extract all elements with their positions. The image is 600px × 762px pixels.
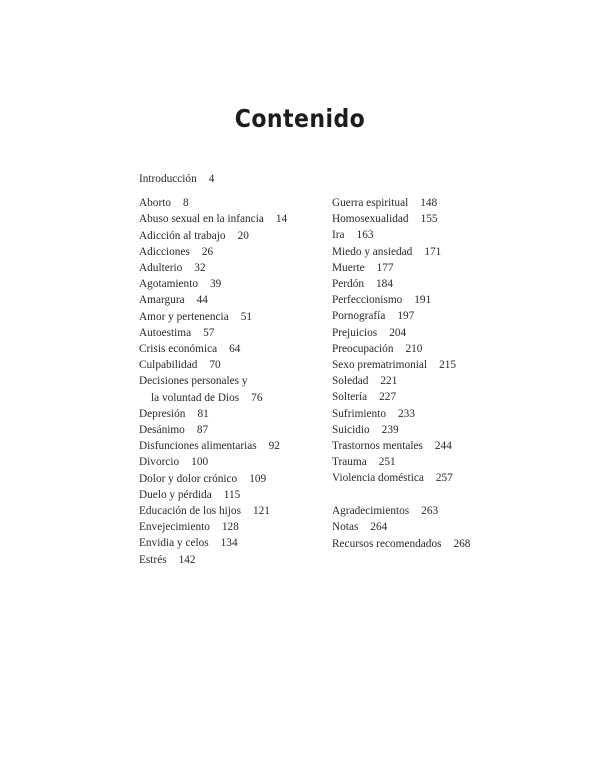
toc-left-column: [139, 171, 287, 568]
entry-label: Desánimo: [139, 424, 185, 437]
entry-label-continued: la voluntad de Dios: [151, 391, 240, 404]
entry-page: 57: [203, 326, 215, 339]
toc-entry[interactable]: [139, 309, 287, 325]
entry-page: 44: [196, 294, 208, 307]
entry-page: 239: [381, 423, 399, 436]
entry-label: Educación de los hijos: [139, 505, 241, 518]
entry-page: 70: [209, 359, 221, 372]
toc-entry[interactable]: [332, 357, 470, 373]
entry-label: Divorcio: [139, 456, 180, 469]
entry-page: 4: [208, 173, 215, 185]
toc-entry[interactable]: [139, 276, 287, 292]
entry-label: Adicción al trabajo: [139, 229, 226, 242]
entry-label: Miedo y ansiedad: [332, 245, 413, 258]
toc-entry[interactable]: [332, 244, 470, 260]
entry-page: 197: [397, 310, 415, 323]
toc-entry[interactable]: [139, 406, 287, 422]
entry-label: Abuso sexual en la infancia: [139, 213, 264, 226]
toc-entry[interactable]: [332, 454, 470, 470]
entry-page: 76: [251, 391, 263, 404]
entry-page: 142: [178, 553, 196, 566]
entry-label: Perfeccionismo: [332, 294, 403, 307]
toc-entry[interactable]: [332, 341, 470, 357]
entry-page: 155: [420, 213, 438, 226]
entry-page: 92: [268, 440, 280, 453]
entry-page: 257: [435, 472, 453, 485]
toc-entry[interactable]: [139, 438, 287, 454]
entry-page: 32: [194, 262, 206, 275]
toc-entry[interactable]: [332, 227, 470, 243]
toc-entry[interactable]: [332, 503, 470, 519]
toc-entry[interactable]: [139, 503, 287, 519]
toc-entry[interactable]: [332, 389, 470, 405]
entry-label: Pornografía: [332, 310, 386, 323]
toc-entry[interactable]: [332, 438, 470, 454]
toc-entry[interactable]: [139, 195, 287, 211]
entry-page: 121: [252, 505, 270, 518]
toc-entry[interactable]: [332, 536, 470, 552]
entry-page: 204: [389, 326, 407, 339]
entry-page: 184: [376, 278, 393, 291]
entry-label: Amargura: [139, 294, 185, 307]
entry-label: Crisis económica: [139, 343, 218, 356]
entry-label: Soledad: [332, 375, 369, 388]
entry-label: Aborto: [139, 197, 172, 210]
entry-page: 148: [420, 197, 438, 209]
entry-label: Guerra espiritual: [332, 197, 409, 209]
entry-label: Soltería: [332, 391, 368, 404]
entry-page: 191: [414, 294, 432, 307]
toc-entry[interactable]: [139, 357, 287, 373]
entry-page: 210: [405, 342, 423, 355]
entry-page: 251: [378, 456, 396, 469]
toc-entry[interactable]: [332, 373, 470, 389]
entry-page: 20: [237, 229, 249, 242]
toc-entry[interactable]: [139, 422, 287, 438]
toc-entry[interactable]: [139, 487, 287, 503]
entry-label: Autoestima: [139, 326, 192, 339]
entry-page: 81: [197, 407, 209, 420]
entry-label: Adulterio: [139, 262, 183, 275]
entry-label: Notas: [332, 521, 359, 534]
toc-entry[interactable]: [332, 470, 470, 486]
toc-entry-intro[interactable]: [139, 171, 287, 187]
toc-entry[interactable]: [332, 325, 470, 341]
entry-page: 109: [249, 472, 267, 485]
entry-label: Envejecimiento: [139, 521, 210, 534]
entry-page: 221: [380, 375, 398, 388]
entry-label: Perdón: [332, 278, 365, 291]
entry-label: Suicidio: [332, 423, 370, 436]
toc-entry[interactable]: [139, 292, 287, 308]
entry-page: 171: [424, 245, 442, 258]
entry-page: 128: [221, 521, 239, 534]
entry-label: Agotamiento: [139, 278, 198, 291]
entry-label: Trastornos mentales: [332, 440, 423, 453]
entry-page: 64: [229, 343, 241, 356]
toc-entry[interactable]: [139, 519, 287, 535]
page-title: Contenido: [234, 104, 366, 133]
toc-entry[interactable]: [332, 292, 470, 308]
toc-entry[interactable]: [139, 373, 287, 405]
entry-label: Sufrimiento: [332, 407, 386, 420]
entry-label: Estrés: [139, 553, 167, 566]
entry-label: Dolor y dolor crónico: [139, 472, 238, 485]
entry-page: 233: [397, 407, 415, 420]
entry-label: Depresión: [139, 407, 186, 420]
entry-page: 87: [196, 424, 209, 437]
entry-label: Muerte: [332, 261, 365, 274]
entry-label: Amor y pertenencia: [139, 310, 229, 323]
entry-label: Prejuicios: [332, 326, 378, 339]
entry-page: 51: [240, 310, 253, 323]
entry-label: Preocupación: [332, 342, 394, 355]
toc-entry[interactable]: [332, 211, 470, 227]
toc-entry[interactable]: [332, 260, 470, 276]
toc-entry[interactable]: [139, 244, 287, 260]
toc-entry[interactable]: [332, 195, 470, 211]
toc-entry[interactable]: [139, 454, 287, 470]
toc-entry[interactable]: [332, 406, 470, 422]
entry-page: 177: [376, 261, 394, 274]
toc-entry[interactable]: [332, 276, 470, 292]
toc-entry[interactable]: [139, 228, 287, 244]
toc-entry[interactable]: [332, 422, 470, 438]
entry-page: 26: [201, 245, 214, 258]
entry-page: 14: [275, 213, 288, 226]
entry-page: 115: [223, 488, 241, 501]
entry-label: Ira: [332, 229, 345, 242]
entry-page: 244: [434, 440, 452, 453]
entry-page: 100: [191, 456, 209, 469]
toc-right-column: [332, 195, 470, 552]
entry-page: 263: [421, 505, 439, 518]
toc-entry[interactable]: [139, 471, 287, 487]
toc-entry[interactable]: [139, 341, 287, 357]
toc-entry[interactable]: [332, 519, 470, 535]
toc-entry[interactable]: [139, 260, 287, 276]
entry-label: Introducción: [139, 173, 197, 185]
toc-entry[interactable]: [332, 308, 470, 324]
entry-label: Disfunciones alimentarias: [139, 440, 257, 453]
entry-page: 215: [439, 359, 457, 372]
toc-entry[interactable]: [139, 211, 287, 227]
toc-entry[interactable]: [139, 535, 287, 551]
entry-page: 134: [220, 537, 238, 550]
entry-label: Homosexualidad: [332, 213, 409, 226]
entry-label: Envidia y celos: [139, 537, 209, 550]
entry-label: Decisiones personales y: [139, 375, 248, 388]
entry-page: 8: [183, 197, 189, 210]
entry-label: Trauma: [332, 456, 367, 469]
entry-label: Recursos recomendados: [332, 537, 442, 550]
entry-label: Agradecimientos: [332, 505, 410, 518]
entry-label: Sexo prematrimonial: [332, 359, 428, 372]
toc-entry[interactable]: [139, 552, 287, 568]
entry-page: 264: [370, 521, 388, 534]
entry-label: Duelo y pérdida: [139, 488, 212, 501]
toc-entry[interactable]: [139, 325, 287, 341]
entry-page: 163: [356, 229, 374, 242]
entry-label: Adicciones: [139, 245, 190, 258]
entry-label: Violencia doméstica: [332, 472, 424, 485]
entry-label: Culpabilidad: [139, 359, 198, 372]
entry-page: 227: [379, 391, 397, 404]
entry-page: 39: [209, 278, 222, 291]
entry-page: 268: [453, 537, 471, 550]
